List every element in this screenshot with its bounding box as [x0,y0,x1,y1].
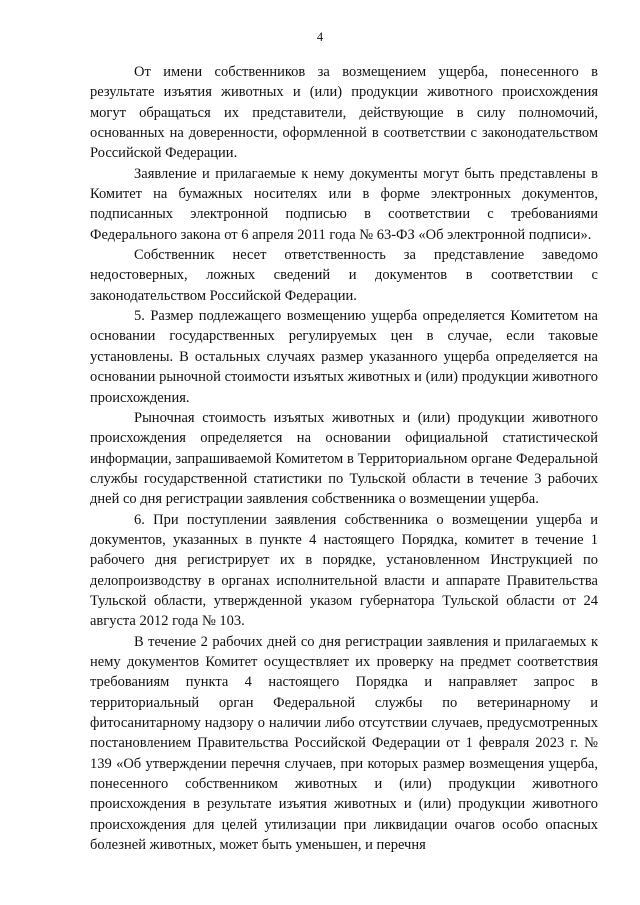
paragraph-representatives: От имени собственников за возмещением ущерба, понесенного в результате изъятия животных и (или) продукции животного происхождения могут обращаться их представители, действующие в силу полномочий, основанных на доверенности, оформленной в соответствии с законодательством Российской Федерации. [90,64,598,162]
paragraph-market-value: Рыночная стоимость изъятых животных и (или) продукции животного происхождения определяется на основании официальной статистической информации, запрашиваемой Комитетом в Территориальном органе Федеральной службы государственной статистики по Тульской области в течение 3 рабочих дней со дня регистрации заявления собственника о возмещении ущерба. [90,409,598,508]
paragraph-clause-6: 6. При поступлении заявления собственника о возмещении ущерба и документов, указанных в пункте 4 настоящего Порядка, комитет в течение 1 рабочего дня регистрирует их в порядке, установленном Инструкцией по делопроизводству в органах исполнительной власти и аппарате Правительства Тульской области, утвержденной указом губернатора Тульской области от 24 августа 2012 года № 103. [90,511,598,630]
paragraph-application-documents: Заявление и прилагаемые к нему документы могут быть представлены в Комитет на бумажных носителях или в форме электронных документов, подписанных электронной подписью в соответствии с требованиями Федерального закона от 6 апреля 2011 года № 63-ФЗ «Об электронной подписи». [90,165,598,243]
paragraph-verification: В течение 2 рабочих дней со дня регистрации заявления и прилагаемых к нему документов Комитет осуществляет их проверку на предмет соответствия требованиям пункта 4 настоящего Порядка и направляет запрос в территориальный орган Федеральной службы по ветеринарному и фитосанитарному надзору о наличии либо отсутствии случаев, предусмотренных постановлением Правительства Российской Федерации от 1 февраля 2023 г. № 139 «Об утверждении перечня случаев, при которых размер возмещения ущерба, понесенного собственником животных и (или) продукции животного происхождения в результате изъятия животных и (или) продукции животного происхождения для целей утилизации при ликвидации очагов особо опасных болезней животных, может быть уменьшен, и перечня [90,633,598,854]
paragraph-clause-5: 5. Размер подлежащего возмещению ущерба определяется Комитетом на основании государственных регулируемых цен в случае, если таковые установлены. В остальных случаях размер указанного ущерба определяется на основании рыночной стоимости изъятых животных и (или) продукции животного происхождения. [90,308,598,406]
page-number: 4 [316,30,324,44]
document-body [90,62,598,855]
paragraph-owner-responsibility: Собственник несет ответственность за представление заведомо недостоверных, ложных сведений и документов в соответствии с законодательством Российской Федерации. [90,247,598,304]
